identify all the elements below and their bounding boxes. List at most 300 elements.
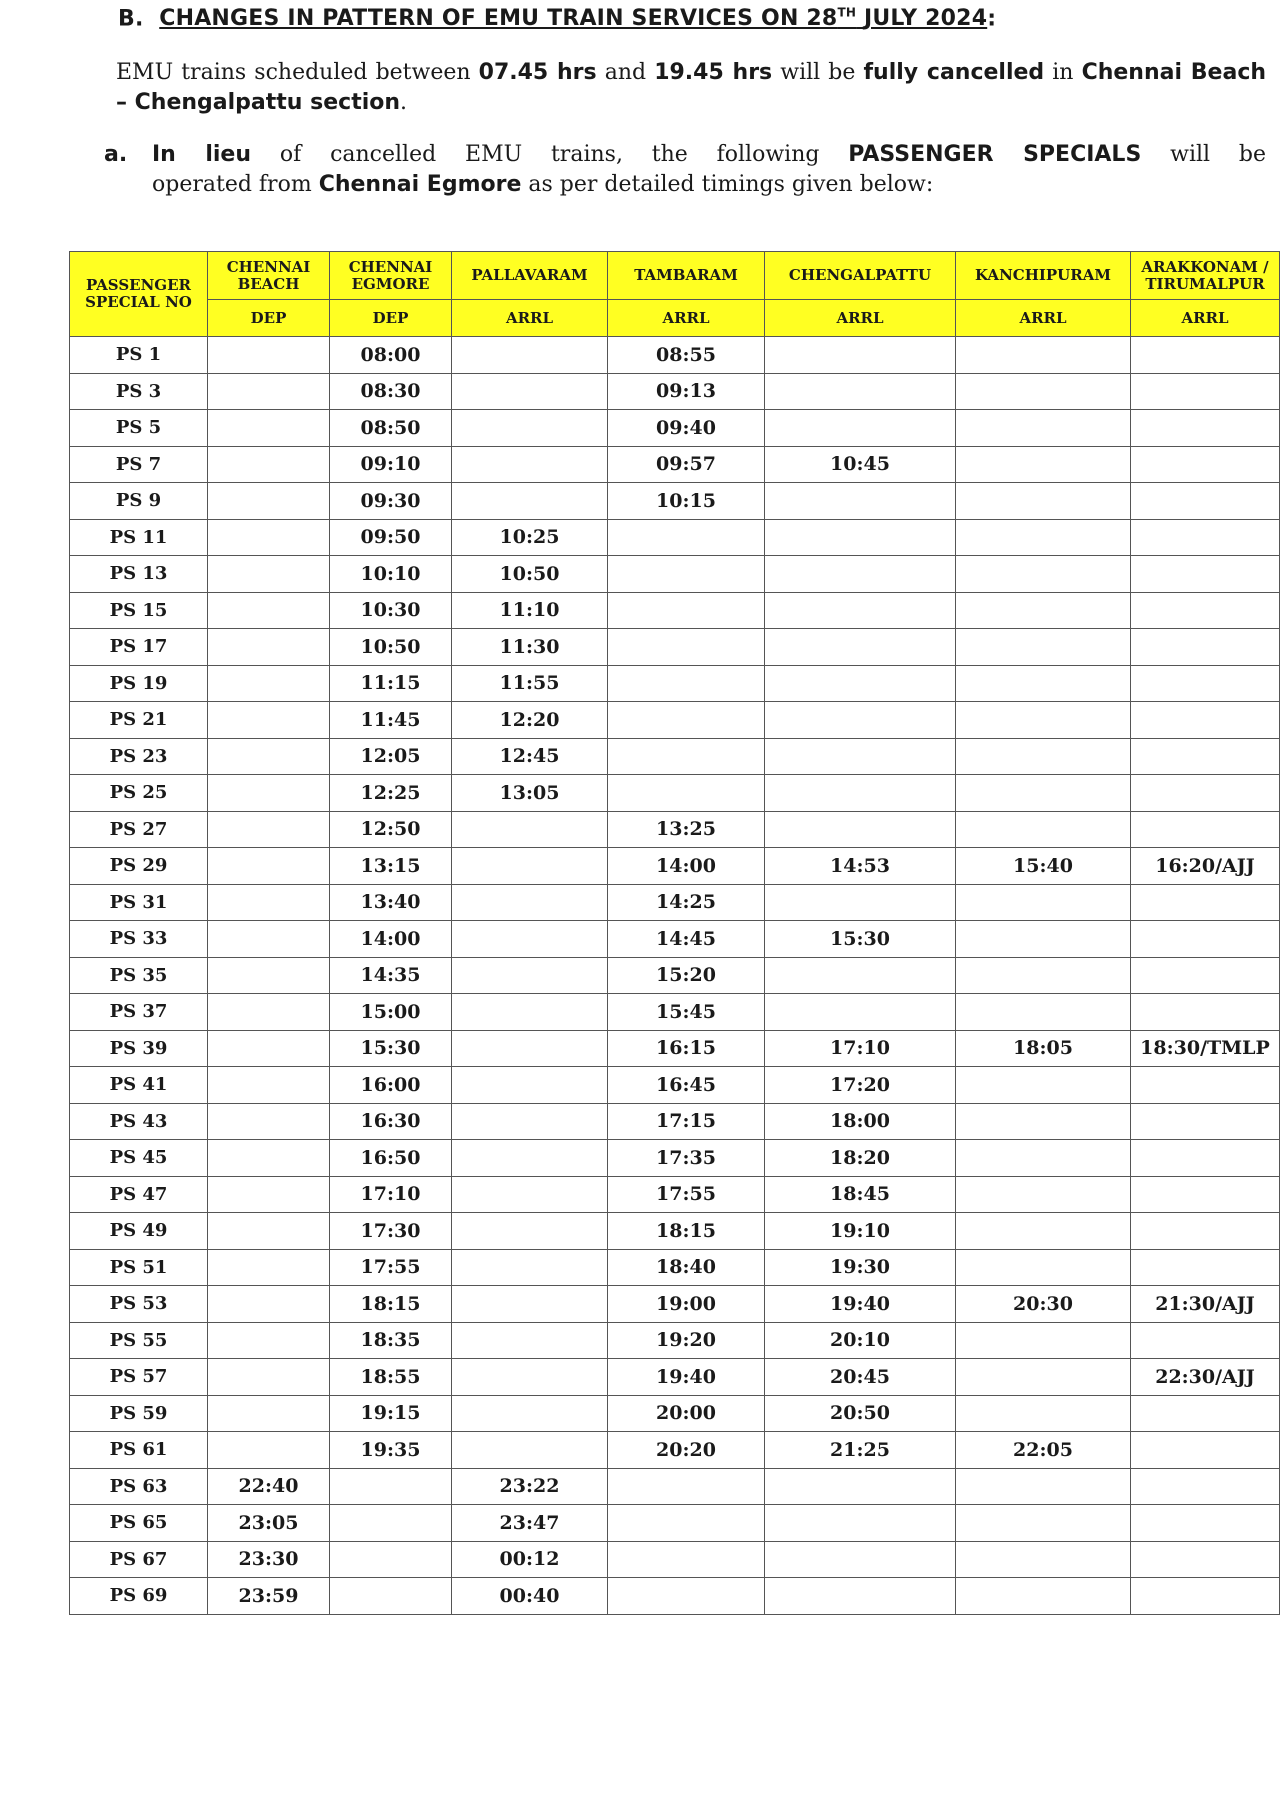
cell-tambaram-arrl: 09:57 — [608, 446, 765, 483]
table-row — [70, 884, 1280, 921]
table-row — [70, 738, 1280, 775]
para-text: will be — [772, 60, 864, 85]
cell-chennai-egmore-dep: 16:30 — [330, 1103, 452, 1140]
cell-chengalpattu-arrl — [765, 665, 956, 702]
cell-pallavaram-arrl — [452, 994, 608, 1031]
cell-ps-no: PS 17 — [70, 629, 208, 666]
cell-arakkonam-arrl — [1131, 1432, 1280, 1469]
cell-kanchipuram-arrl: 15:40 — [956, 848, 1131, 885]
subheader-arrl: ARRL — [956, 300, 1131, 337]
cell-pallavaram-arrl — [452, 1213, 608, 1250]
cancellation-paragraph — [116, 58, 1266, 118]
cell-kanchipuram-arrl — [956, 519, 1131, 556]
table-row — [70, 1432, 1280, 1469]
cell-tambaram-arrl: 19:00 — [608, 1286, 765, 1323]
cell-chennai-beach-dep — [208, 592, 330, 629]
cell-kanchipuram-arrl: 18:05 — [956, 1030, 1131, 1067]
cell-chennai-beach-dep — [208, 1213, 330, 1250]
cell-arakkonam-arrl — [1131, 446, 1280, 483]
cell-tambaram-arrl: 18:40 — [608, 1249, 765, 1286]
cell-ps-no: PS 1 — [70, 337, 208, 374]
cell-chengalpattu-arrl: 15:30 — [765, 921, 956, 958]
cell-ps-no: PS 3 — [70, 373, 208, 410]
table-row — [70, 1030, 1280, 1067]
cell-pallavaram-arrl: 13:05 — [452, 775, 608, 812]
cell-chennai-egmore-dep: 12:25 — [330, 775, 452, 812]
cell-pallavaram-arrl: 12:45 — [452, 738, 608, 775]
cell-chennai-beach-dep — [208, 1067, 330, 1104]
cell-ps-no: PS 57 — [70, 1359, 208, 1396]
cell-ps-no: PS 61 — [70, 1432, 208, 1469]
cell-pallavaram-arrl — [452, 1359, 608, 1396]
cell-tambaram-arrl — [608, 629, 765, 666]
list-item-label: a. — [104, 142, 128, 167]
cell-arakkonam-arrl — [1131, 519, 1280, 556]
list-item-line-2 — [152, 170, 1266, 200]
cell-chennai-egmore-dep: 13:15 — [330, 848, 452, 885]
cell-kanchipuram-arrl — [956, 775, 1131, 812]
cell-arakkonam-arrl — [1131, 775, 1280, 812]
cell-chengalpattu-arrl: 21:25 — [765, 1432, 956, 1469]
table-row — [70, 1322, 1280, 1359]
cell-kanchipuram-arrl — [956, 1140, 1131, 1177]
cell-chennai-egmore-dep: 12:05 — [330, 738, 452, 775]
section-title: CHANGES IN PATTERN OF EMU TRAIN SERVICES ON 28 — [159, 6, 838, 32]
cell-chennai-beach-dep: 22:40 — [208, 1468, 330, 1505]
cell-ps-no: PS 51 — [70, 1249, 208, 1286]
subheader-arrl: ARRL — [1131, 300, 1280, 337]
item-text: of cancelled EMU trains, the following — [251, 142, 849, 167]
cell-arakkonam-arrl: 21:30/AJJ — [1131, 1286, 1280, 1323]
cell-ps-no: PS 39 — [70, 1030, 208, 1067]
cell-tambaram-arrl: 19:40 — [608, 1359, 765, 1396]
table-row — [70, 957, 1280, 994]
table-row — [70, 702, 1280, 739]
cell-chengalpattu-arrl: 17:10 — [765, 1030, 956, 1067]
cell-arakkonam-arrl — [1131, 337, 1280, 374]
cell-chennai-beach-dep — [208, 1249, 330, 1286]
cell-kanchipuram-arrl — [956, 921, 1131, 958]
para-text: EMU trains scheduled between — [116, 60, 479, 85]
cell-arakkonam-arrl — [1131, 702, 1280, 739]
cell-kanchipuram-arrl — [956, 337, 1131, 374]
cell-chennai-egmore-dep: 08:30 — [330, 373, 452, 410]
cell-chennai-egmore-dep: 18:55 — [330, 1359, 452, 1396]
cell-pallavaram-arrl — [452, 1030, 608, 1067]
cell-chengalpattu-arrl — [765, 702, 956, 739]
cell-ps-no: PS 27 — [70, 811, 208, 848]
cell-chengalpattu-arrl: 18:00 — [765, 1103, 956, 1140]
cell-chengalpattu-arrl — [765, 592, 956, 629]
cell-kanchipuram-arrl — [956, 1176, 1131, 1213]
cell-pallavaram-arrl: 00:40 — [452, 1578, 608, 1615]
cell-chengalpattu-arrl — [765, 337, 956, 374]
cell-tambaram-arrl: 14:00 — [608, 848, 765, 885]
item-text: as per detailed timings given below: — [521, 172, 934, 197]
cell-chengalpattu-arrl: 14:53 — [765, 848, 956, 885]
cell-chennai-egmore-dep — [330, 1468, 452, 1505]
table-row — [70, 1067, 1280, 1104]
cell-tambaram-arrl: 20:20 — [608, 1432, 765, 1469]
cell-ps-no: PS 29 — [70, 848, 208, 885]
table-row — [70, 665, 1280, 702]
subheader-arrl: ARRL — [765, 300, 956, 337]
cell-chennai-egmore-dep: 16:50 — [330, 1140, 452, 1177]
cell-chennai-egmore-dep: 18:35 — [330, 1322, 452, 1359]
cell-kanchipuram-arrl — [956, 1395, 1131, 1432]
cell-chennai-beach-dep — [208, 1359, 330, 1396]
section-title-superscript: TH — [837, 6, 857, 20]
cell-kanchipuram-arrl — [956, 1505, 1131, 1542]
cell-ps-no: PS 15 — [70, 592, 208, 629]
cell-tambaram-arrl — [608, 1505, 765, 1542]
cell-chengalpattu-arrl — [765, 373, 956, 410]
cell-tambaram-arrl — [608, 592, 765, 629]
header-tambaram: TAMBARAM — [608, 252, 765, 300]
cell-chennai-egmore-dep: 10:50 — [330, 629, 452, 666]
cell-pallavaram-arrl — [452, 410, 608, 447]
cell-chennai-beach-dep — [208, 848, 330, 885]
table-row — [70, 775, 1280, 812]
cell-chengalpattu-arrl — [765, 775, 956, 812]
cell-pallavaram-arrl: 11:55 — [452, 665, 608, 702]
section-heading — [118, 6, 996, 31]
section-number: B. — [118, 6, 144, 32]
cell-kanchipuram-arrl — [956, 483, 1131, 520]
cell-tambaram-arrl: 18:15 — [608, 1213, 765, 1250]
item-bold: Chennai Egmore — [318, 172, 522, 197]
cell-chengalpattu-arrl — [765, 410, 956, 447]
header-chennai-beach: CHENNAI BEACH — [208, 252, 330, 300]
cell-chengalpattu-arrl: 20:45 — [765, 1359, 956, 1396]
cell-ps-no: PS 41 — [70, 1067, 208, 1104]
cell-kanchipuram-arrl — [956, 702, 1131, 739]
cell-tambaram-arrl — [608, 556, 765, 593]
cell-tambaram-arrl: 09:13 — [608, 373, 765, 410]
para-text: and — [596, 60, 655, 85]
cell-tambaram-arrl: 17:35 — [608, 1140, 765, 1177]
cell-pallavaram-arrl — [452, 1176, 608, 1213]
cell-arakkonam-arrl — [1131, 556, 1280, 593]
cell-arakkonam-arrl — [1131, 1395, 1280, 1432]
table-body — [70, 337, 1280, 1615]
cell-chengalpattu-arrl: 17:20 — [765, 1067, 956, 1104]
cell-kanchipuram-arrl — [956, 1067, 1131, 1104]
cell-chennai-beach-dep — [208, 1286, 330, 1323]
cell-chengalpattu-arrl — [765, 884, 956, 921]
cell-kanchipuram-arrl — [956, 1468, 1131, 1505]
table-row — [70, 1213, 1280, 1250]
table-row — [70, 373, 1280, 410]
cell-kanchipuram-arrl — [956, 446, 1131, 483]
cell-tambaram-arrl: 14:45 — [608, 921, 765, 958]
cell-arakkonam-arrl — [1131, 994, 1280, 1031]
header-chennai-egmore: CHENNAI EGMORE — [330, 252, 452, 300]
cell-chennai-egmore-dep: 17:10 — [330, 1176, 452, 1213]
table-row — [70, 1578, 1280, 1615]
cell-pallavaram-arrl: 11:10 — [452, 592, 608, 629]
cell-arakkonam-arrl — [1131, 1322, 1280, 1359]
table-row — [70, 410, 1280, 447]
cell-arakkonam-arrl — [1131, 1249, 1280, 1286]
table-row — [70, 556, 1280, 593]
cell-ps-no: PS 31 — [70, 884, 208, 921]
cell-chennai-beach-dep — [208, 446, 330, 483]
cell-chennai-beach-dep: 23:05 — [208, 1505, 330, 1542]
cell-arakkonam-arrl — [1131, 738, 1280, 775]
cell-kanchipuram-arrl — [956, 1541, 1131, 1578]
cell-pallavaram-arrl: 23:47 — [452, 1505, 608, 1542]
cell-arakkonam-arrl — [1131, 884, 1280, 921]
cell-chengalpattu-arrl: 19:40 — [765, 1286, 956, 1323]
subheader-dep: DEP — [208, 300, 330, 337]
cell-pallavaram-arrl — [452, 1103, 608, 1140]
cell-chengalpattu-arrl: 20:50 — [765, 1395, 956, 1432]
cell-chennai-egmore-dep: 15:00 — [330, 994, 452, 1031]
cell-chennai-egmore-dep: 14:00 — [330, 921, 452, 958]
cell-arakkonam-arrl — [1131, 1541, 1280, 1578]
para-text: . — [400, 90, 408, 115]
cell-pallavaram-arrl — [452, 848, 608, 885]
cell-tambaram-arrl — [608, 1578, 765, 1615]
cell-tambaram-arrl: 19:20 — [608, 1322, 765, 1359]
cell-chengalpattu-arrl — [765, 629, 956, 666]
table-row — [70, 848, 1280, 885]
cell-chennai-beach-dep — [208, 1432, 330, 1469]
cell-chennai-egmore-dep: 10:10 — [330, 556, 452, 593]
cell-pallavaram-arrl — [452, 373, 608, 410]
cell-tambaram-arrl: 17:55 — [608, 1176, 765, 1213]
cell-kanchipuram-arrl — [956, 957, 1131, 994]
cell-tambaram-arrl: 16:15 — [608, 1030, 765, 1067]
para-bold: 07.45 hrs — [478, 60, 597, 85]
cell-ps-no: PS 47 — [70, 1176, 208, 1213]
cell-ps-no: PS 37 — [70, 994, 208, 1031]
cell-chennai-egmore-dep: 10:30 — [330, 592, 452, 629]
cell-kanchipuram-arrl — [956, 738, 1131, 775]
table-row — [70, 1468, 1280, 1505]
cell-arakkonam-arrl — [1131, 1213, 1280, 1250]
table-row — [70, 811, 1280, 848]
cell-pallavaram-arrl — [452, 957, 608, 994]
cell-kanchipuram-arrl — [956, 410, 1131, 447]
header-chengalpattu: CHENGALPATTU — [765, 252, 956, 300]
cell-kanchipuram-arrl — [956, 1359, 1131, 1396]
cell-chennai-beach-dep: 23:59 — [208, 1578, 330, 1615]
table-row — [70, 1541, 1280, 1578]
cell-chengalpattu-arrl: 18:45 — [765, 1176, 956, 1213]
cell-chennai-beach-dep — [208, 337, 330, 374]
header-arakkonam: ARAKKONAM / TIRUMALPUR — [1131, 252, 1280, 300]
cell-chennai-egmore-dep: 14:35 — [330, 957, 452, 994]
cell-chennai-egmore-dep — [330, 1541, 452, 1578]
cell-pallavaram-arrl — [452, 337, 608, 374]
cell-kanchipuram-arrl — [956, 556, 1131, 593]
cell-arakkonam-arrl — [1131, 483, 1280, 520]
cell-tambaram-arrl — [608, 665, 765, 702]
cell-kanchipuram-arrl — [956, 1322, 1131, 1359]
cell-ps-no: PS 21 — [70, 702, 208, 739]
table-row — [70, 1140, 1280, 1177]
cell-kanchipuram-arrl — [956, 373, 1131, 410]
cell-arakkonam-arrl — [1131, 811, 1280, 848]
table-row — [70, 483, 1280, 520]
cell-kanchipuram-arrl — [956, 629, 1131, 666]
cell-kanchipuram-arrl — [956, 884, 1131, 921]
cell-kanchipuram-arrl — [956, 592, 1131, 629]
cell-chennai-beach-dep — [208, 811, 330, 848]
cell-arakkonam-arrl — [1131, 1140, 1280, 1177]
cell-pallavaram-arrl: 11:30 — [452, 629, 608, 666]
header-ps-no: PASSENGER SPECIAL NO — [70, 252, 208, 337]
cell-arakkonam-arrl — [1131, 1103, 1280, 1140]
cell-chengalpattu-arrl — [765, 1505, 956, 1542]
header-kanchipuram: KANCHIPURAM — [956, 252, 1131, 300]
cell-chennai-beach-dep — [208, 702, 330, 739]
cell-chengalpattu-arrl — [765, 738, 956, 775]
cell-ps-no: PS 53 — [70, 1286, 208, 1323]
para-bold: fully cancelled — [863, 60, 1045, 85]
cell-ps-no: PS 65 — [70, 1505, 208, 1542]
cell-chennai-beach-dep — [208, 373, 330, 410]
item-bold: In lieu — [152, 142, 252, 167]
cell-chennai-egmore-dep: 08:00 — [330, 337, 452, 374]
cell-arakkonam-arrl — [1131, 665, 1280, 702]
cell-chengalpattu-arrl — [765, 811, 956, 848]
cell-chennai-egmore-dep — [330, 1578, 452, 1615]
cell-pallavaram-arrl: 00:12 — [452, 1541, 608, 1578]
header-pallavaram: PALLAVARAM — [452, 252, 608, 300]
cell-chennai-beach-dep — [208, 410, 330, 447]
cell-chennai-egmore-dep: 19:15 — [330, 1395, 452, 1432]
cell-pallavaram-arrl: 10:25 — [452, 519, 608, 556]
cell-arakkonam-arrl — [1131, 373, 1280, 410]
cell-ps-no: PS 11 — [70, 519, 208, 556]
table-row — [70, 446, 1280, 483]
cell-tambaram-arrl — [608, 519, 765, 556]
cell-tambaram-arrl — [608, 738, 765, 775]
table-row — [70, 1395, 1280, 1432]
table-row — [70, 1249, 1280, 1286]
cell-chennai-egmore-dep: 11:45 — [330, 702, 452, 739]
cell-chennai-egmore-dep — [330, 1505, 452, 1542]
passenger-specials-table — [69, 251, 1280, 1615]
cell-arakkonam-arrl: 18:30/TMLP — [1131, 1030, 1280, 1067]
cell-arakkonam-arrl — [1131, 921, 1280, 958]
cell-kanchipuram-arrl: 20:30 — [956, 1286, 1131, 1323]
list-item-line-1 — [152, 140, 1266, 170]
cell-chennai-beach-dep — [208, 994, 330, 1031]
cell-chennai-beach-dep — [208, 1140, 330, 1177]
cell-chengalpattu-arrl — [765, 994, 956, 1031]
cell-pallavaram-arrl: 12:20 — [452, 702, 608, 739]
cell-chengalpattu-arrl: 18:20 — [765, 1140, 956, 1177]
cell-chennai-beach-dep — [208, 483, 330, 520]
cell-ps-no: PS 59 — [70, 1395, 208, 1432]
cell-arakkonam-arrl: 16:20/AJJ — [1131, 848, 1280, 885]
table-row — [70, 519, 1280, 556]
cell-chennai-beach-dep — [208, 1103, 330, 1140]
subheader-arrl: ARRL — [608, 300, 765, 337]
item-bold: PASSENGER SPECIALS — [848, 142, 1142, 167]
cell-chengalpattu-arrl — [765, 519, 956, 556]
cell-chennai-egmore-dep: 15:30 — [330, 1030, 452, 1067]
cell-chengalpattu-arrl: 20:10 — [765, 1322, 956, 1359]
subheader-dep: DEP — [330, 300, 452, 337]
cell-ps-no: PS 45 — [70, 1140, 208, 1177]
cell-chengalpattu-arrl: 19:10 — [765, 1213, 956, 1250]
table-row — [70, 1505, 1280, 1542]
cell-chennai-egmore-dep: 09:30 — [330, 483, 452, 520]
cell-chennai-egmore-dep: 16:00 — [330, 1067, 452, 1104]
cell-arakkonam-arrl: 22:30/AJJ — [1131, 1359, 1280, 1396]
cell-chennai-egmore-dep: 17:30 — [330, 1213, 452, 1250]
cell-tambaram-arrl: 16:45 — [608, 1067, 765, 1104]
table-row — [70, 994, 1280, 1031]
cell-tambaram-arrl — [608, 1541, 765, 1578]
cell-chengalpattu-arrl — [765, 957, 956, 994]
cell-chennai-beach-dep — [208, 775, 330, 812]
cell-ps-no: PS 23 — [70, 738, 208, 775]
cell-chennai-egmore-dep: 08:50 — [330, 410, 452, 447]
cell-ps-no: PS 67 — [70, 1541, 208, 1578]
cell-chennai-beach-dep — [208, 665, 330, 702]
cell-ps-no: PS 5 — [70, 410, 208, 447]
table-row — [70, 337, 1280, 374]
cell-tambaram-arrl: 17:15 — [608, 1103, 765, 1140]
subheader-arrl: ARRL — [452, 300, 608, 337]
cell-chennai-egmore-dep: 09:10 — [330, 446, 452, 483]
cell-tambaram-arrl: 15:45 — [608, 994, 765, 1031]
cell-arakkonam-arrl — [1131, 1578, 1280, 1615]
cell-chennai-beach-dep — [208, 1176, 330, 1213]
para-text: in — [1044, 60, 1082, 85]
cell-tambaram-arrl: 10:15 — [608, 483, 765, 520]
cell-tambaram-arrl — [608, 775, 765, 812]
cell-pallavaram-arrl — [452, 811, 608, 848]
cell-arakkonam-arrl — [1131, 957, 1280, 994]
cell-pallavaram-arrl — [452, 884, 608, 921]
cell-chengalpattu-arrl — [765, 1468, 956, 1505]
cell-ps-no: PS 33 — [70, 921, 208, 958]
cell-arakkonam-arrl — [1131, 1505, 1280, 1542]
cell-pallavaram-arrl — [452, 1067, 608, 1104]
cell-arakkonam-arrl — [1131, 410, 1280, 447]
cell-kanchipuram-arrl — [956, 811, 1131, 848]
cell-ps-no: PS 69 — [70, 1578, 208, 1615]
cell-ps-no: PS 55 — [70, 1322, 208, 1359]
cell-chengalpattu-arrl — [765, 1578, 956, 1615]
para-bold: Chennai Beach – Chengalpattu section — [116, 60, 1267, 115]
cell-chengalpattu-arrl — [765, 1541, 956, 1578]
cell-ps-no: PS 9 — [70, 483, 208, 520]
cell-chennai-beach-dep: 23:30 — [208, 1541, 330, 1578]
cell-chennai-egmore-dep: 19:35 — [330, 1432, 452, 1469]
table-row — [70, 1176, 1280, 1213]
cell-pallavaram-arrl — [452, 1286, 608, 1323]
cell-kanchipuram-arrl — [956, 1213, 1131, 1250]
cell-chennai-egmore-dep: 13:40 — [330, 884, 452, 921]
section-title-colon: : — [987, 6, 997, 32]
cell-arakkonam-arrl — [1131, 629, 1280, 666]
cell-chennai-beach-dep — [208, 1395, 330, 1432]
cell-ps-no: PS 49 — [70, 1213, 208, 1250]
cell-kanchipuram-arrl: 22:05 — [956, 1432, 1131, 1469]
cell-chennai-egmore-dep: 09:50 — [330, 519, 452, 556]
cell-pallavaram-arrl — [452, 1249, 608, 1286]
cell-chennai-beach-dep — [208, 519, 330, 556]
cell-ps-no: PS 35 — [70, 957, 208, 994]
